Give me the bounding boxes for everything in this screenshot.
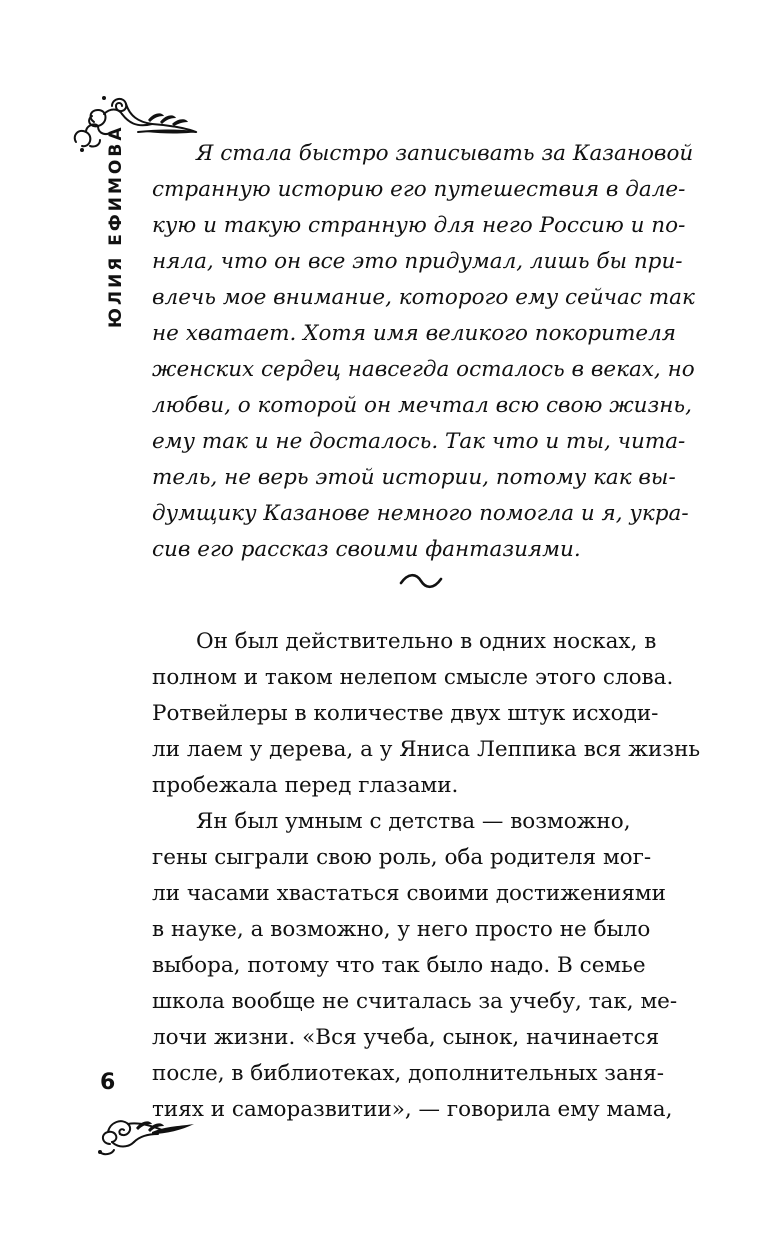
epigraph-line: влечь мое внимание, которого ему сейчас так (152, 285, 695, 310)
body-paragraphs (152, 624, 701, 1128)
epigraph-line: Я стала быстро записывать за Казановой (196, 141, 694, 166)
body-line: выбора, потому что так было надо. В семье (152, 953, 646, 978)
epigraph-line: няла, что он все это придумал, лишь бы при- (152, 249, 683, 274)
epigraph-line: думщику Казанове немного помогла и я, укра- (152, 501, 689, 526)
body-line: полном и таком нелепом смысле этого слова. (152, 665, 674, 690)
epigraph-line: женских сердец навсегда осталось в веках, но (152, 357, 695, 382)
body-line: после, в библиотеках, дополнительных заня- (152, 1061, 664, 1086)
body-line: пробежала перед глазами. (152, 773, 459, 798)
epigraph-line: не хватает. Хотя имя великого покорителя (152, 321, 677, 346)
page-number: 6 (100, 1070, 116, 1095)
epigraph-line: сив его рассказ своими фантазиями. (152, 537, 581, 562)
body-line: школа вообще не считалась за учебу, так, ме- (152, 989, 678, 1014)
body-line: Он был действительно в одних носках, в (196, 629, 657, 654)
body-line: Ротвейлеры в количестве двух штук исходи- (152, 701, 659, 726)
body-line: Ян был умным с детства — возможно, (196, 809, 631, 834)
body-line: в науке, а возможно, у него просто не было (152, 917, 651, 942)
epigraph-line: тель, не верь этой истории, потому как вы- (152, 465, 676, 490)
flourish-ornament-bottom-icon (92, 1108, 196, 1158)
epigraph-line: ему так и не досталось. Так что и ты, чита- (152, 429, 686, 454)
author-name: ЮЛИЯ ЕФИМОВА (106, 124, 126, 328)
epigraph-line: кую и такую странную для него Россию и по- (152, 213, 686, 238)
epigraph-line: любви, о которой он мечтал всю свою жизнь, (152, 393, 692, 418)
epigraph-line: странную историю его путешествия в дале- (152, 177, 686, 202)
epigraph-italic-paragraph (152, 136, 695, 568)
body-line: ли лаем у дерева, а у Яниса Леппика вся жизнь (152, 737, 701, 762)
body-line: тиях и саморазвитии», — говорила ему мама, (152, 1097, 673, 1122)
author-running-head (104, 124, 128, 330)
body-line: ли часами хвастаться своими достижениями (152, 881, 666, 906)
body-line: гены сыграли свою роль, оба родителя мог- (152, 845, 652, 870)
body-line: лочи жизни. «Вся учеба, сынок, начинается (152, 1025, 660, 1050)
tilde-divider-icon (398, 570, 444, 592)
